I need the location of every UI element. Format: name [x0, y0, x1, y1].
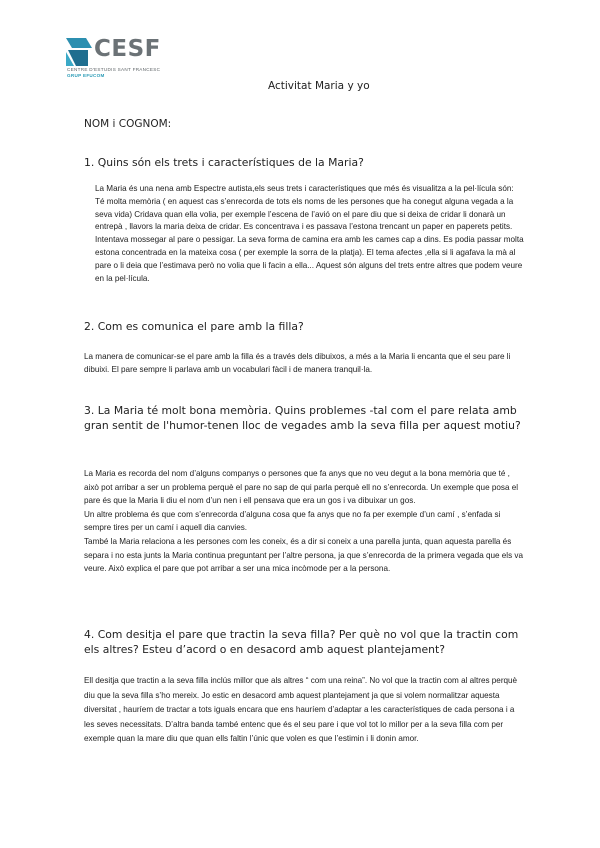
- answer-paragraph: La Maria és una nena amb Espectre autista,els seus trets i característiques que més és visualitza a la pel·lícula són: Té molta memòria ( en aquest cas s’enrecorda de tots els noms de les persones que ha conegut alguna vegada a la seva vida) Cridava quan ella volia, per exemple l’escena de l’avió on el pare diu que si deixa de cridar li donarà un entrepà , llavors la maria deixa de cridar. Es concentrava i es passava l’estona trencant un paper en paperets petits. Intentava mossegar al pare o pessigar. La seva forma de camina era amb les cames cap a dins. Es podia passar molta estona concentrada en la mateixa cosa ( per exemple la sorra de la platja). El tema afectes ,ella si li agafava la mà al pare o li deia que l’estimava però no volia que li facin a ella... Aquest són alguns del trets entre altres que podem veure en la pel·lícula.: [95, 184, 524, 283]
- answer-paragraph: Ell desitja que tractin a la seva filla inclús millor que als altres “ com una reina”. No vol que la tractin com al altres perquè diu que la seva filla s’ho mereix. Jo estic en desacord amb aquest plantejament ja que si volem normalitzar aquesta diversitat , hauríem de tractar a tots iguals encara que ens hauríem d’adaptar a les característiques de cada persona i a les seves necessitats. D’altra banda també entenc que és el seu pare i que vol tot lo millor per a la seva filla com per exemple quan la mare diu que quan ells faltin l’únic que volen es que l’estimin i li donin amor.: [84, 676, 518, 743]
- question-text: Com desitja el pare que tractin la seva filla? Per què no vol que la tractin com els altres? Esteu d’acord o en desacord amb aquest plantejament?: [84, 628, 519, 656]
- answer-2: [84, 351, 524, 377]
- question-number: 3.: [84, 404, 95, 417]
- logo-name: CESF: [94, 36, 161, 62]
- question-1: [84, 156, 524, 170]
- answer-paragraph: La manera de comunicar-se el pare amb la filla és a través dels dibuixos, a més a la Maria li encanta que el seu pare li dibuixi. El pare sempre li parlava amb un vocabulari fàcil i de manera tranquil·la.: [84, 352, 511, 374]
- question-4: [84, 628, 524, 657]
- answer-paragraph: Un altre problema és que com s’enrecorda d’alguna cosa que fa anys que no fa per exemple d’un camí , s’enfada si sempre tires per un camí i aquell dia canvies.: [84, 509, 501, 533]
- school-logo: [66, 38, 186, 70]
- answer-3: [84, 467, 524, 576]
- answer-1: [95, 183, 525, 285]
- answer-paragraph: La Maria es recorda del nom d’alguns companys o persones que fa anys que no veu degut a la bona memòria que té , això pot arribar a ser un problema perquè el pare no sap de qui parla perquè ell no s’enrecorda. Un exemple que posa el pare és que la Maria li diu el nom d’un nen i ell pensava que era un gos i va dibuixar un gos.: [84, 469, 519, 506]
- answer-paragraph: També la Maria relaciona a les persones com les coneix, és a dir si coneix a una parella junta, quan aquesta parella és separa i no esta junts la Maria continua preguntant per l’altre persona, ja que s’enrecorda de la primera vegada que els va veure. Això explica el pare que pot arribar a ser una mica incòmode per a la persona.: [84, 536, 524, 574]
- question-text: Quins són els trets i característiques de la Maria?: [97, 156, 364, 169]
- logo-mark-icon: [66, 38, 94, 68]
- question-number: 2.: [84, 320, 95, 333]
- logo-subtitle-text: CENTRE D'ESTUDIS SANT FRANCESC: [67, 67, 161, 72]
- question-number: 4.: [84, 628, 95, 641]
- answer-4: [84, 674, 524, 747]
- logo-subtitle: [67, 67, 160, 79]
- question-text: Com es comunica el pare amb la filla?: [97, 320, 304, 333]
- question-text: La Maria té molt bona memòria. Quins problemes -tal com el pare relata amb gran sentit de l'humor-tenen lloc de vegades amb la seva filla per aquest motiu?: [84, 404, 521, 432]
- question-2: [84, 320, 524, 334]
- name-field-label: NOM i COGNOM:: [84, 118, 172, 130]
- question-number: 1.: [84, 156, 95, 169]
- question-3: [84, 404, 524, 433]
- logo-group-text: GRUP EFUCOM: [67, 73, 105, 78]
- document-title: Activitat Maria y yo: [268, 80, 370, 92]
